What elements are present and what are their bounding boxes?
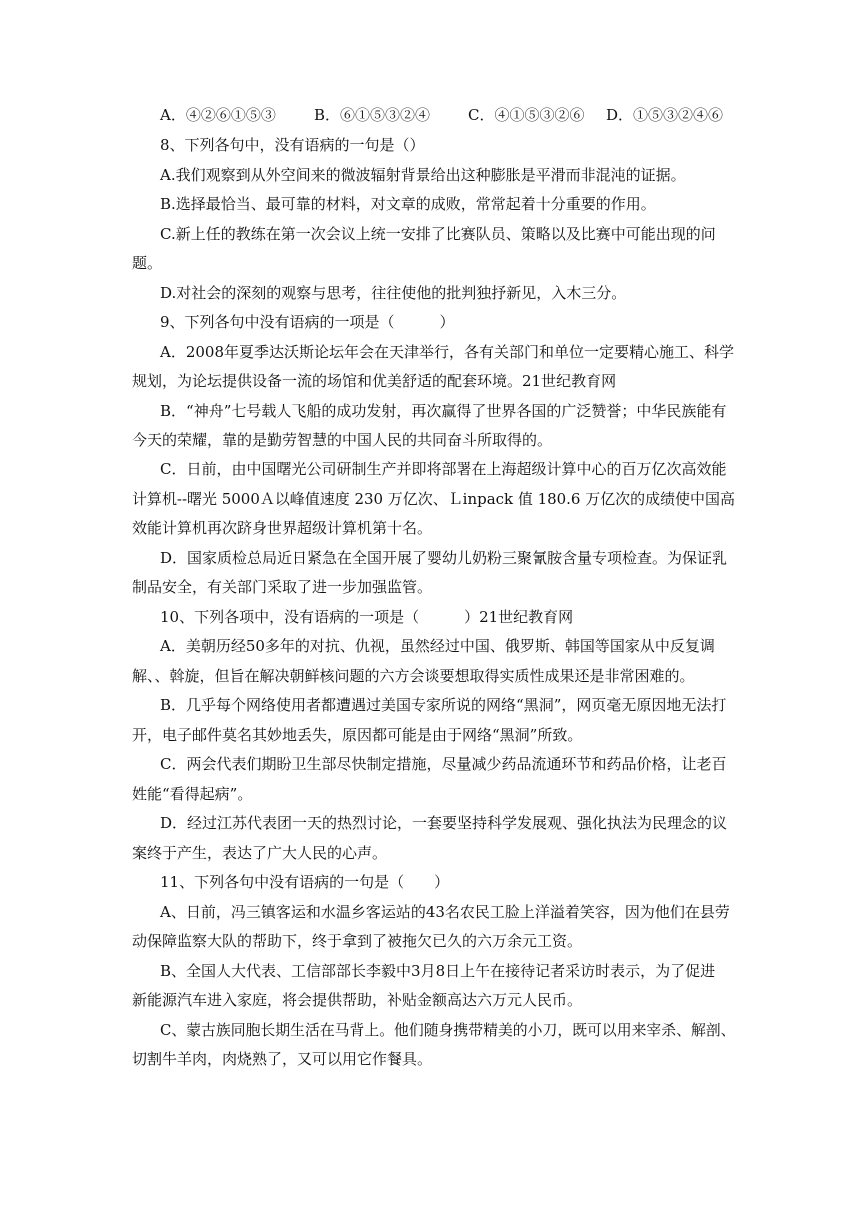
q11-option-b-line2: 新能源汽车进入家庭，将会提供帮助，补贴金额高达六万元人民币。: [132, 991, 583, 1009]
q7-option-d: D．①⑤③②④⑥: [606, 106, 724, 124]
q10-option-b-line2: 开，电子邮件莫名其妙地丢失，原因都可能是由于网络“黑洞”所致。: [132, 726, 583, 744]
q10-option-d-line2: 案终于产生，表达了广大人民的心声。: [132, 844, 388, 862]
q11-option-b-line1: B、全国人大代表、工信部部长李毅中3月8日上午在接待记者采访时表示，为了促进: [160, 962, 716, 980]
q11-stem: 11、下列各句中没有语病的一句是（ ）: [160, 873, 450, 891]
q9-option-a-line2: 规划，为论坛提供设备一流的场馆和优美舒适的配套环境。21世纪教育网: [132, 372, 617, 390]
q8-option-b: B.选择最恰当、最可靠的材料，对文章的成败，常常起着十分重要的作用。: [160, 195, 656, 213]
q9-option-b-line2: 今天的荣耀，靠的是勤劳智慧的中国人民的共同奋斗所取得的。: [132, 431, 553, 449]
q8-stem: 8、下列各句中，没有语病的一句是（）: [160, 136, 425, 154]
q10-option-b-line1: B．几乎每个网络使用者都遭遇过美国专家所说的网络“黑洞”，网页毫无原因地无法打: [160, 696, 727, 714]
q8-option-a: A.我们观察到从外空间来的微波辐射背景给出这种膨胀是平滑而非混沌的证据。: [160, 166, 686, 184]
q9-option-c-line2: 计算机--曙光 5000Ａ以峰值速度 230 万亿次、Ｌinpack 值 180.6 万亿次的成绩使中国高: [132, 490, 735, 508]
q11-option-c-line2: 切割牛羊肉，肉烧熟了，又可以用它作餐具。: [132, 1050, 433, 1068]
q8-option-d: D.对社会的深刻的观察与思考，往往使他的批判独抒新见，入木三分。: [160, 284, 627, 302]
q9-option-d-line2: 制品安全，有关部门采取了进一步加强监管。: [132, 578, 433, 596]
q11-option-c-line1: C、蒙古族同胞长期生活在马背上。他们随身携带精美的小刀，既可以用来宰杀、解剖、: [160, 1021, 736, 1039]
q10-option-a-line2: 解、、斡旋，但旨在解决朝鲜核问题的六方会谈要想取得实质性成果还是非常困难的。: [132, 667, 695, 685]
q11-option-a-line2: 动保障监察大队的帮助下，终于拿到了被拖欠已久的六万余元工资。: [132, 932, 583, 950]
q7-option-a: A．④②⑥①⑤③: [160, 106, 276, 124]
q8-option-c-line1: C.新上任的教练在第一次会议上统一安排了比赛队员、策略以及比赛中可能出现的问: [160, 225, 716, 243]
q10-option-c-line2: 姓能“看得起病”。: [132, 785, 253, 803]
q10-option-c-line1: C．两会代表们期盼卫生部尽快制定措施，尽量减少药品流通环节和药品价格，让老百: [160, 755, 727, 773]
q10-option-d-line1: D．经过江苏代表团一天的热烈讨论，一套要坚持科学发展观、强化执法为民理念的议: [160, 814, 728, 832]
q7-option-c: C．④①⑤③②⑥: [468, 106, 585, 124]
q9-option-c-line3: 效能计算机再次跻身世界超级计算机第十名。: [132, 519, 433, 537]
q9-stem: 9、下列各句中没有语病的一项是（ ）: [160, 313, 455, 331]
q11-option-a-line1: A、日前，冯三镇客运和水温乡客运站的43名农民工脸上洋溢着笑容，因为他们在县劳: [160, 903, 730, 921]
q9-option-d-line1: D．国家质检总局近日紧急在全国开展了婴幼儿奶粉三聚氰胺含量专项检查。为保证乳: [160, 549, 728, 567]
q10-option-a-line1: A．美朝历经50多年的对抗、仇视，虽然经过中国、俄罗斯、韩国等国家从中反复调: [160, 637, 715, 655]
q9-option-c-line1: C．日前，由中国曙光公司研制生产并即将部署在上海超级计算中心的百万亿次高效能: [160, 460, 727, 478]
q7-option-b: B．⑥①⑤③②④: [314, 106, 431, 124]
q10-stem: 10、下列各项中，没有语病的一项是（ ）21世纪教育网: [160, 608, 574, 626]
q9-option-b-line1: B．“神舟”七号载人飞船的成功发射，再次赢得了世界各国的广泛赞誉；中华民族能有: [160, 402, 727, 420]
q9-option-a-line1: A．2008年夏季达沃斯论坛年会在天津举行，各有关部门和单位一定要精心施工、科学: [160, 343, 735, 361]
q8-option-c-line2: 题。: [132, 254, 163, 272]
q7-options: [160, 100, 723, 130]
